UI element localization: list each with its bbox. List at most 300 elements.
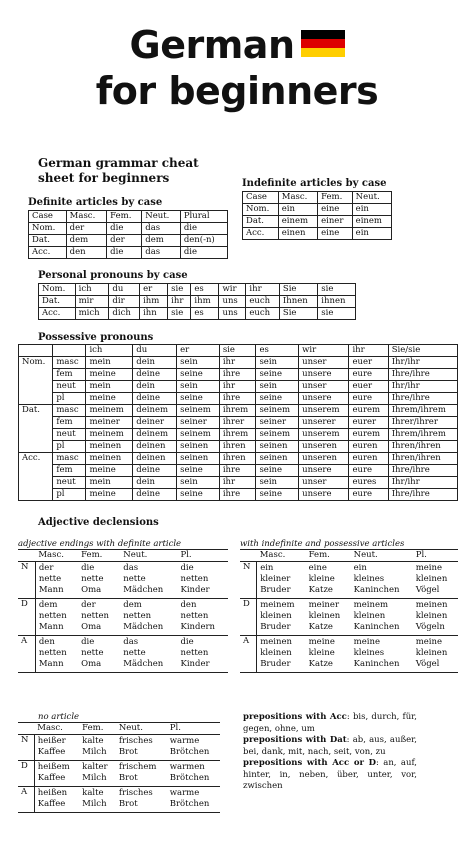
cell-word: kalter — [82, 762, 108, 772]
table-cell: pl — [53, 489, 86, 501]
cell-word: netten — [38, 648, 67, 658]
table-cell: das — [142, 247, 181, 259]
column-header: wir — [299, 345, 349, 357]
table-row — [29, 247, 228, 259]
cell-word: Kaninchen — [353, 585, 400, 595]
table-cell: euren — [349, 441, 388, 453]
cell-word: kleine — [308, 648, 335, 658]
table-cell — [120, 562, 177, 599]
table-cell: unsere — [299, 489, 349, 501]
cell-word: Kindern — [180, 622, 216, 632]
adj-noarticle-table — [18, 722, 220, 813]
table-cell: dein — [133, 381, 177, 393]
column-header: Fem. — [318, 192, 353, 204]
prepositions-acc-or-dat — [243, 758, 417, 793]
adjective-declensions-title: Adjective declensions — [38, 517, 159, 528]
table-row — [39, 296, 356, 308]
table-cell: eine — [318, 228, 353, 240]
table-header-row — [243, 192, 392, 204]
table-cell — [78, 636, 120, 673]
table-cell: Dat. — [29, 235, 67, 247]
table-cell: fem — [53, 369, 86, 381]
column-header: Masc. — [34, 723, 79, 735]
prepositions-dat-text: : ab, aus, außer, bei, dank, mit, nach, seit, von, zu — [243, 735, 417, 757]
table-cell: du — [109, 284, 140, 296]
table-cell: Dat. — [39, 296, 76, 308]
table-cell: unsere — [299, 465, 349, 477]
table-cell: eurer — [349, 417, 388, 429]
table-cell — [34, 735, 79, 761]
table-row — [243, 216, 392, 228]
table-cell: eurem — [349, 405, 388, 417]
definite-articles-title: Definite articles by case — [28, 197, 163, 208]
table-cell: eure — [349, 465, 388, 477]
column-header — [18, 550, 35, 562]
table-cell: meinen — [86, 441, 133, 453]
table-cell: unseren — [299, 453, 349, 465]
table-cell: die — [107, 247, 142, 259]
table-row — [18, 787, 220, 813]
cell-word: das — [123, 637, 139, 647]
table-cell: fem — [53, 465, 86, 477]
adj-noarticle-section — [18, 712, 220, 813]
table-cell — [116, 735, 167, 761]
table-cell: unseren — [299, 441, 349, 453]
table-cell: meine — [86, 465, 133, 477]
prepositions-acc-label: prepositions with Acc — [243, 712, 347, 722]
table-cell: uns — [219, 308, 246, 320]
table-row — [19, 489, 458, 501]
table-row — [19, 477, 458, 489]
table-cell: euch — [246, 296, 279, 308]
cell-word: Oma — [81, 622, 102, 632]
table-cell: es — [191, 284, 219, 296]
table-cell: masc — [53, 357, 86, 369]
table-cell: Ihr/ihr — [388, 357, 457, 369]
table-cell: mich — [75, 308, 109, 320]
indefinite-articles-section — [242, 178, 392, 240]
hero-title — [0, 22, 474, 114]
cell-word: Mann — [38, 585, 64, 595]
table-cell — [35, 599, 78, 636]
table-cell: ihr — [219, 357, 256, 369]
cell-word: Oma — [81, 585, 102, 595]
table-cell: dem — [66, 235, 107, 247]
table-cell — [116, 761, 167, 787]
cell-word: Katze — [308, 585, 333, 595]
case-label: N — [18, 562, 35, 599]
table-cell: fem — [53, 417, 86, 429]
table-cell — [78, 562, 120, 599]
table-cell: sein — [256, 381, 299, 393]
adj-indefinite-caption: with indefinite and possessive articles — [240, 539, 405, 549]
cell-word: Brötchen — [169, 773, 210, 783]
cell-word: warmen — [169, 762, 205, 772]
table-cell: seinen — [256, 453, 299, 465]
column-header: Masc. — [257, 550, 306, 562]
table-cell: ihr — [219, 381, 256, 393]
table-row — [18, 761, 220, 787]
table-row — [29, 223, 228, 235]
cell-word: frisches — [118, 788, 153, 798]
adj-noarticle-caption: no article — [38, 712, 80, 722]
table-cell: seinem — [256, 429, 299, 441]
table-cell: sein — [256, 477, 299, 489]
possessive-pronouns-table — [18, 344, 458, 501]
column-header: sie — [219, 345, 256, 357]
cell-word: Kaffee — [37, 747, 66, 757]
cell-word: Kaffee — [37, 799, 66, 809]
cell-word: Milch — [82, 747, 107, 757]
table-cell: ich — [75, 284, 109, 296]
table-cell: ihre — [219, 369, 256, 381]
case-label: Acc. — [19, 453, 53, 501]
table-cell: meine — [86, 369, 133, 381]
table-cell: Ihre/ihre — [388, 393, 457, 405]
case-label: A — [240, 636, 257, 673]
cell-word: Milch — [82, 799, 107, 809]
table-cell: seinen — [177, 453, 220, 465]
column-header: Case — [243, 192, 279, 204]
cell-word: kleinen — [353, 611, 386, 621]
table-cell: ein — [352, 228, 391, 240]
column-header: Fem. — [306, 550, 351, 562]
table-cell: sie — [168, 308, 191, 320]
case-label: D — [240, 599, 257, 636]
table-cell: unserem — [299, 429, 349, 441]
table-cell: unserem — [299, 405, 349, 417]
cell-word: heißem — [37, 762, 70, 772]
table-row — [19, 453, 458, 465]
table-cell: Ihre/ihre — [388, 489, 457, 501]
table-row — [19, 417, 458, 429]
table-cell: ihren — [219, 453, 256, 465]
table-cell: mein — [86, 381, 133, 393]
cell-word: der — [81, 600, 96, 610]
table-cell — [35, 636, 78, 673]
column-header: Fem. — [78, 550, 120, 562]
table-cell: dem — [142, 235, 181, 247]
cell-word: kalte — [82, 788, 104, 798]
cell-word: dem — [38, 600, 58, 610]
table-cell: Ihre/ihre — [388, 369, 457, 381]
table-cell: ihrem — [219, 429, 256, 441]
table-row — [243, 204, 392, 216]
table-cell: Acc. — [29, 247, 67, 259]
definite-articles-section — [28, 197, 228, 259]
cell-word: Katze — [308, 622, 333, 632]
table-cell — [120, 636, 177, 673]
table-cell: meiner — [86, 417, 133, 429]
case-label: Dat. — [19, 405, 53, 453]
cell-word: meine — [415, 563, 443, 573]
cell-word: nette — [38, 574, 62, 584]
table-cell: Ihr/ihr — [388, 477, 457, 489]
cell-word: netten — [180, 648, 209, 658]
cell-word: Kaffee — [37, 773, 66, 783]
cell-word: Bruder — [260, 659, 291, 669]
table-header-row — [18, 550, 228, 562]
table-cell: eure — [349, 489, 388, 501]
cell-word: die — [81, 637, 95, 647]
table-cell: einem — [352, 216, 391, 228]
table-cell — [120, 599, 177, 636]
table-header-row — [29, 211, 228, 223]
column-header: ich — [86, 345, 133, 357]
table-cell: uns — [219, 296, 246, 308]
table-cell: das — [142, 223, 181, 235]
cell-word: den — [38, 637, 55, 647]
table-cell: sein — [177, 477, 220, 489]
table-cell: seine — [256, 369, 299, 381]
cell-word: der — [38, 563, 54, 573]
page-subtitle — [38, 156, 199, 186]
column-header: Fem. — [79, 723, 116, 735]
table-row — [18, 636, 228, 673]
table-cell: Ihrer/ihrer — [388, 417, 457, 429]
cell-word: netten — [123, 611, 152, 621]
cell-word: heißer — [37, 736, 66, 746]
table-cell: einer — [318, 216, 353, 228]
table-cell: euren — [349, 453, 388, 465]
table-cell: deinen — [133, 441, 177, 453]
subtitle-line-1: German grammar cheat — [38, 156, 199, 170]
column-header: Sie/sie — [388, 345, 457, 357]
table-cell — [306, 599, 351, 636]
cell-word: kleinen — [260, 648, 292, 658]
cell-word: Vögel — [415, 659, 440, 669]
table-cell — [79, 787, 116, 813]
table-cell: eures — [349, 477, 388, 489]
table-cell: eine — [318, 204, 353, 216]
cell-word: kleine — [308, 574, 335, 584]
column-header: du — [133, 345, 177, 357]
column-header: Neut. — [142, 211, 181, 223]
cell-word: kleinen — [415, 611, 448, 621]
table-cell — [413, 562, 458, 599]
table-cell: meine — [86, 393, 133, 405]
table-cell: der — [107, 235, 142, 247]
table-cell: er — [140, 284, 168, 296]
cell-word: Brötchen — [169, 799, 210, 809]
table-cell: masc — [53, 453, 86, 465]
cell-word: warme — [169, 736, 200, 746]
table-cell: sein — [177, 381, 220, 393]
table-cell: ihr — [246, 284, 279, 296]
german-flag-icon — [301, 30, 345, 58]
table-cell: seinen — [256, 441, 299, 453]
table-cell: deine — [133, 465, 177, 477]
cell-word: kalte — [82, 736, 104, 746]
table-cell — [34, 761, 79, 787]
cell-word: Oma — [81, 659, 102, 669]
cell-word: meiner — [308, 600, 340, 610]
table-cell: ein — [278, 204, 317, 216]
cell-word: netten — [180, 611, 209, 621]
personal-pronouns-title: Personal pronouns by case — [38, 270, 188, 281]
table-cell: pl — [53, 441, 86, 453]
table-cell — [177, 599, 228, 636]
cell-word: nette — [81, 574, 104, 584]
subtitle-line-2: sheet for beginners — [38, 171, 170, 185]
column-header: Fem. — [107, 211, 142, 223]
table-cell: Ihrem/ihrem — [388, 405, 457, 417]
definite-articles-table — [28, 210, 228, 259]
table-cell — [413, 636, 458, 673]
table-cell: Nom. — [243, 204, 279, 216]
table-cell: neut — [53, 477, 86, 489]
table-cell: seinem — [177, 429, 220, 441]
cell-word: ein — [260, 563, 274, 573]
table-row — [19, 465, 458, 477]
table-row — [19, 405, 458, 417]
table-cell — [167, 761, 220, 787]
cell-word: netten — [81, 611, 109, 621]
table-cell: deine — [133, 393, 177, 405]
column-header — [53, 345, 86, 357]
table-cell: meinem — [86, 405, 133, 417]
cell-word: Brot — [118, 799, 138, 809]
table-cell: unser — [299, 477, 349, 489]
cell-word: nette — [81, 648, 104, 658]
table-cell: Nom. — [29, 223, 67, 235]
table-cell — [78, 599, 120, 636]
table-cell — [34, 787, 79, 813]
cell-word: Bruder — [260, 585, 291, 595]
table-cell — [177, 636, 228, 673]
table-cell: euer — [349, 357, 388, 369]
cell-word: kleinen — [308, 611, 341, 621]
table-cell — [413, 599, 458, 636]
table-cell — [351, 636, 413, 673]
cell-word: dem — [123, 600, 142, 610]
table-row — [243, 228, 392, 240]
table-cell: sie — [168, 284, 191, 296]
case-label: A — [18, 787, 34, 813]
column-header: es — [256, 345, 299, 357]
table-cell: seine — [256, 489, 299, 501]
table-row — [240, 562, 458, 599]
table-cell — [257, 562, 306, 599]
table-cell — [116, 787, 167, 813]
table-row — [29, 235, 228, 247]
cell-word: Mädchen — [123, 585, 164, 595]
table-cell — [167, 787, 220, 813]
table-cell: Ihre/ihre — [388, 465, 457, 477]
table-row — [19, 429, 458, 441]
table-cell: eurem — [349, 429, 388, 441]
table-cell: meine — [86, 489, 133, 501]
case-label: Nom. — [19, 357, 53, 405]
table-cell — [351, 562, 413, 599]
table-cell: unsere — [299, 393, 349, 405]
cell-word: kleines — [353, 574, 385, 584]
table-cell: sein — [256, 357, 299, 369]
column-header: Neut. — [352, 192, 391, 204]
prepositions-accdat-text: : an, auf, hinter, in, neben, über, unter, vor, zwischen — [243, 758, 417, 791]
table-row — [19, 393, 458, 405]
table-cell — [167, 735, 220, 761]
table-cell: seine — [177, 393, 220, 405]
indefinite-articles-title: Indefinite articles by case — [242, 178, 387, 189]
table-cell: wir — [219, 284, 246, 296]
table-cell: deine — [133, 489, 177, 501]
table-cell: der — [66, 223, 107, 235]
table-cell: ihm — [140, 296, 168, 308]
table-cell: ihm — [191, 296, 219, 308]
column-header: ihr — [349, 345, 388, 357]
cell-word: meine — [308, 637, 335, 647]
prepositions-dat-label: prepositions with Dat — [243, 735, 347, 745]
hero-line-2: for beginners — [95, 69, 379, 113]
cell-word: kleinen — [415, 648, 448, 658]
column-header: Pl. — [413, 550, 458, 562]
table-cell: mein — [86, 477, 133, 489]
table-cell: die — [180, 223, 227, 235]
case-label: N — [18, 735, 34, 761]
table-cell: meinen — [86, 453, 133, 465]
table-cell: ein — [352, 204, 391, 216]
cell-word: meinem — [260, 600, 295, 610]
table-cell: Ihr/ihr — [388, 381, 457, 393]
table-cell: seinem — [177, 405, 220, 417]
adj-definite-caption: adjective endings with definite article — [18, 539, 182, 549]
table-cell: die — [107, 223, 142, 235]
table-row — [18, 735, 220, 761]
cell-word: die — [81, 563, 95, 573]
table-cell: einem — [278, 216, 317, 228]
column-header — [18, 723, 34, 735]
column-header: Pl. — [177, 550, 228, 562]
table-cell: Acc. — [39, 308, 76, 320]
table-row — [240, 636, 458, 673]
possessive-pronouns-title: Possessive pronouns — [38, 332, 154, 343]
personal-pronouns-table — [38, 283, 356, 320]
cell-word: Mann — [38, 659, 64, 669]
table-cell: ihr — [168, 296, 191, 308]
cell-word: Brötchen — [169, 747, 210, 757]
prepositions-dat — [243, 735, 417, 758]
table-cell: euer — [349, 381, 388, 393]
prepositions-acc — [243, 712, 417, 735]
table-cell: seine — [256, 465, 299, 477]
case-label: D — [18, 599, 35, 636]
cell-word: eine — [308, 563, 327, 573]
table-cell: unser — [299, 381, 349, 393]
table-row — [19, 369, 458, 381]
table-cell: Ihrem/ihrem — [388, 429, 457, 441]
table-cell: seinem — [256, 405, 299, 417]
table-cell — [35, 562, 78, 599]
table-cell — [257, 599, 306, 636]
table-cell: deinen — [133, 453, 177, 465]
cell-word: nette — [123, 574, 146, 584]
cell-word: Kinder — [180, 585, 210, 595]
table-row — [39, 284, 356, 296]
adjective-declensions-section — [38, 517, 159, 528]
table-cell: seine — [177, 369, 220, 381]
cell-word: meine — [353, 637, 380, 647]
table-cell: sein — [177, 357, 220, 369]
cell-word: Brot — [118, 747, 138, 757]
table-row — [240, 599, 458, 636]
prepositions-block — [243, 712, 417, 793]
table-cell: dich — [109, 308, 140, 320]
cell-word: Bruder — [260, 622, 291, 632]
table-cell — [306, 636, 351, 673]
column-header — [240, 550, 257, 562]
column-header: Masc. — [278, 192, 317, 204]
